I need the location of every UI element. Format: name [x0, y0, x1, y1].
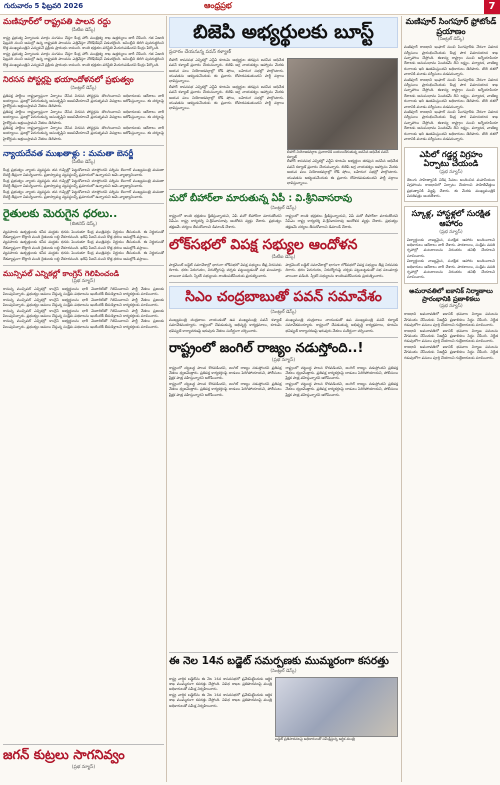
- article-body: రానున్న మున్సిపల్ ఎన్నికల్లో కాంగ్రెస్ అభ్యర్థులను భారీ మెజారిటీతో గెలిపించాలని పార్టీ నేతలు ప్రజలకు పిలుపునిచ్చారు. ప్రభుత్వం అమలు చేస్తున్న సంక్షేమ పథకాలను ఇంటింటికీ తీసుకెళ్లాలని కార్యకర్తలకు సూచించారు.: [3, 319, 164, 329]
- article-body: కేంద్ర ప్రభుత్వం న్యాయ వ్యవస్థను తన గుప్పిట్లో పెట్టుకోవాలని చూస్తోందని పశ్చిమ బెంగాల్ ముఖ్యమంత్రి మమతా బెనర్జీ తీవ్రంగా విమర్శించారు. ప్రజాస్వామ్య వ్యవస్థలన్నీ ప్రమాదంలో ఉన్నాయని ఆమె వ్యాఖ్యానించారు.: [3, 167, 164, 178]
- masthead: [0, 0, 500, 15]
- divider: [169, 189, 398, 190]
- article-body: వ్యవసాయ ఉత్పత్తులకు కనీస మద్దతు ధరను పెంచుతూ కేంద్ర మంత్రివర్గం నిర్ణయం తీసుకుంది. ఈ నిర్ణయంతో దేశవ్యాప్తంగా కోట్లాది మంది రైతులకు లబ్ధి చేకూరనుంది. ఖరీఫ్ సీజన్ నుంచి కొత్త ధరలు అమల్లోకి వస్తాయి.: [3, 251, 164, 261]
- credit: ప్రచారం చేయనున్న పవన్ కళ్యాణ్: [169, 49, 231, 55]
- article-body: పార్లమెంట్ బడ్జెట్ సమావేశాల్లో భాగంగా లోక్‌సభలో విపక్ష సభ్యులు తీవ్ర నిరసనకు దిగారు. ధరల పెరుగుదల, నిరుద్యోగంపై చర్చకు పట్టుబట్టడంతో సభ పలుమార్లు వాయిదా పడింది. స్పీకర్ సభ్యులను శాంతింపజేసేందుకు ప్రయత్నించారు.: [169, 262, 282, 278]
- article-body: తెలుగు సాహిత్యానికి విశేష సేవలు అందించిన మహనీయుల విగ్రహాలను రాజధానిలో ఏర్పాటు చేయాలని సాహితీవేత్తలు ప్రభుత్వానికి విజ్ఞప్తి చేశారు. ఈ మేరకు ముఖ్యమంత్రికి వినతిపత్రం అందజేశారు.: [407, 177, 495, 198]
- article-body: కేంద్ర ప్రభుత్వం న్యాయ వ్యవస్థను తన గుప్పిట్లో పెట్టుకోవాలని చూస్తోందని పశ్చిమ బెంగాల్ ముఖ్యమంత్రి మమతా బెనర్జీ తీవ్రంగా విమర్శించారు. ప్రజాస్వామ్య వ్యవస్థలన్నీ ప్రమాదంలో ఉన్నాయని ఆమె వ్యాఖ్యానించారు.: [3, 189, 164, 199]
- divider: [3, 265, 164, 266]
- article-body: ముఖ్యమంత్రి చంద్రబాబు నాయుడుతో ఉప ముఖ్యమంత్రి పవన్ కళ్యాణ్ సమావేశమయ్యారు. రాష్ట్రంలో చేపడుతున్న అభివృద్ధి కార్యక్రమాలు, కూటమి భవిష్యత్ కార్యాచరణపై ఇరువురు నేతలు సుదీర్ఘంగా చర్చించారు.: [285, 317, 398, 333]
- article-body: రాజధాని అమరావతిలో ఐకానిక్ భవనాల నిర్మాణ పనులను వేగవంతం చేసేందుకు సీఆర్డీఏ ప్రణాళికలు సిద్ధం చేసింది. నిర్ణీత గడువులోగా పనులు పూర్తి చేయాలని గుత్తేదారులకు సూచించారు.: [404, 344, 498, 360]
- lead-story: [169, 58, 398, 187]
- headline: ఈ నెల 14న బడ్జెట్ సమర్పణకు ముమ్మరంగా కసరత్తు: [169, 655, 389, 667]
- two-col-text: [169, 214, 398, 230]
- article-body: రాష్ట్ర ప్రభుత్వ ఏర్పాటుకు మార్గం సుగమం చేస్తూ కేంద్ర హోం మంత్రిత్వ శాఖ ఉత్తర్వులు జారీ చేసింది. గత ఏడాది ఫిబ్రవరి నుంచి అమల్లో ఉన్న రాష్ట్రపతి పాలనను ఎత్తివేస్తూ నోటిఫికేషన్ విడుదలైంది. అసెంబ్లీని తిరిగి పునరుద్ధరించి కొత్త ముఖ్యమంత్రిని ఎన్నుకునే ప్రక్రియ ప్రారంభం కానుంది. శాంతి భద్రతల పరిస్థితి మెరుగుపడిందని కేంద్రం పేర్కొంది.: [3, 51, 164, 67]
- headline: మరో బీహార్‌లా మారుతున్న ఏపీ : వి.శ్రీనివాసరావు: [169, 193, 353, 205]
- article-body: కేంద్ర ప్రభుత్వం న్యాయ వ్యవస్థను తన గుప్పిట్లో పెట్టుకోవాలని చూస్తోందని పశ్చిమ బెంగాల్ ముఖ్యమంత్రి మమతా బెనర్జీ తీవ్రంగా విమర్శించారు. ప్రజాస్వామ్య వ్యవస్థలన్నీ ప్రమాదంలో ఉన్నాయని ఆమె వ్యాఖ్యానించారు.: [3, 178, 164, 189]
- budget-photo-block: [275, 677, 398, 742]
- headline-banner: [169, 286, 398, 309]
- two-col-text: [169, 366, 398, 398]
- article-body: రాష్ట్రంలో చట్టబద్ధ పాలన కొరవడిందని, జంగిల్ రాజ్యం నడుస్తోందని ప్రతిపక్ష నేతలు ధ్వజమెత్తారు. ప్రతిపక్ష కార్యకర్తలపై దాడులు పెరిగిపోయాయని, పోలీసులు ప్రేక్షక పాత్ర వహిస్తున్నారని ఆరోపించారు.: [169, 365, 282, 381]
- article-body: వ్యవసాయ ఉత్పత్తులకు కనీస మద్దతు ధరను పెంచుతూ కేంద్ర మంత్రివర్గం నిర్ణయం తీసుకుంది. ఈ నిర్ణయంతో దేశవ్యాప్తంగా కోట్లాది మంది రైతులకు లబ్ధి చేకూరనుంది. ఖరీఫ్ సీజన్ నుంచి కొత్త ధరలు అమల్లోకి వస్తాయి.: [3, 229, 164, 239]
- two-col-text: [169, 263, 398, 279]
- article-body: బీహార్ శాసనసభ ఎన్నికల్లో ఎన్డీఏ కూటమి అభ్యర్థుల తరఫున జనసేన అధినేత పవన్ కళ్యాణ్ ప్రచారం చేయనున్నారు. బిజెపి అగ్ర నాయకత్వం ఆహ్వానం మేరకు ఆయన పలు నియోజకవర్గాల్లో రోడ్ షోలు, బహిరంగ సభల్లో పాల్గొంటారు. యువతను ఆకట్టుకునేందుకు ఈ ప్రచారం దోహదపడుతుందని పార్టీ వర్గాలు భావిస్తున్నాయి.: [169, 57, 284, 84]
- lead-banner: [169, 17, 398, 48]
- headline: సిఎం చంద్రబాబుతో పవన్ సమావేశం: [185, 289, 382, 306]
- article-body: బీహార్ శాసనసభ ఎన్నికల్లో ఎన్డీఏ కూటమి అభ్యర్థుల తరఫున జనసేన అధినేత పవన్ కళ్యాణ్ ప్రచారం చేయనున్నారు. బిజెపి అగ్ర నాయకత్వం ఆహ్వానం మేరకు ఆయన పలు నియోజకవర్గాల్లో రోడ్ షోలు, బహిరంగ సభల్లో పాల్గొంటారు. యువతను ఆకట్టుకునేందుకు ఈ ప్రచారం దోహదపడుతుందని పార్టీ వర్గాలు భావిస్తున్నాయి.: [287, 159, 398, 186]
- divider: [169, 282, 398, 283]
- article-body: బీహార్ శాసనసభ ఎన్నికల్లో ఎన్డీఏ కూటమి అభ్యర్థుల తరఫున జనసేన అధినేత పవన్ కళ్యాణ్ ప్రచారం చేయనున్నారు. బిజెపి అగ్ర నాయకత్వం ఆహ్వానం మేరకు ఆయన పలు నియోజకవర్గాల్లో రోడ్ షోలు, బహిరంగ సభల్లో పాల్గొంటారు. యువతను ఆకట్టుకునేందుకు ఈ ప్రచారం దోహదపడుతుందని పార్టీ వర్గాలు భావిస్తున్నాయి.: [169, 84, 284, 111]
- article-body: రాష్ట్రంలో శాంతి భద్రతలు క్షీణిస్తున్నాయని, ఏపీ మరో బీహార్‌లా మారుతోందని సీపీఎం రాష్ట్ర కార్యదర్శి వి.శ్రీనివాసరావు ఆందోళన వ్యక్తం చేశారు. ప్రభుత్వం తక్షణమే చర్యలు తీసుకోవాలని డిమాండ్ చేశారు.: [285, 213, 398, 229]
- budget-story: [169, 652, 398, 785]
- credit: (పీటీఐ డెస్క్): [71, 27, 96, 33]
- article-body: పార్లమెంట్ బడ్జెట్ సమావేశాల్లో భాగంగా లోక్‌సభలో విపక్ష సభ్యులు తీవ్ర నిరసనకు దిగారు. ధరల పెరుగుదల, నిరుద్యోగంపై చర్చకు పట్టుబట్టడంతో సభ పలుమార్లు వాయిదా పడింది. స్పీకర్ సభ్యులను శాంతింపజేసేందుకు ప్రయత్నించారు.: [285, 262, 398, 278]
- lead-text: [169, 58, 284, 187]
- headline: స్కూళ్ల, హాస్టళ్లలో సురక్షిత ఆహారం: [411, 209, 491, 228]
- credit: (ప్రభ న్యూస్): [439, 169, 463, 175]
- two-col-text: [169, 318, 398, 334]
- article-body: మణిపూర్ రాజధాని ఇంఫాల్ నుంచి సింగపూర్‌కు నేరుగా విమాన సర్వీసులు ప్రారంభించేందుకు కేంద్ర పౌర విమానయాన శాఖ సన్నాహాలు చేస్తోంది. ఈశాన్య రాష్ట్రాల నుంచి ఆగ్నేయాసియా దేశాలకు అనుసంధానం పెంచడమే దీని లక్ష్యం. పర్యాటక, వాణిజ్య రంగాలకు ఇది ఊతమిస్తుందని అధికారులు తెలిపారు. తొలి దశలో వారానికి మూడు సర్వీసులు నడపనున్నారు.: [404, 77, 498, 109]
- credit: (బిజినెస్ డెస్క్): [69, 221, 98, 227]
- headline: మణిపూర్ సింగపూర్ ఫ్రోటోండ్ ప్రయాణం: [405, 17, 497, 36]
- left-column: [3, 17, 164, 782]
- article-body: రానున్న మున్సిపల్ ఎన్నికల్లో కాంగ్రెస్ అభ్యర్థులను భారీ మెజారిటీతో గెలిపించాలని పార్టీ నేతలు ప్రజలకు పిలుపునిచ్చారు. ప్రభుత్వం అమలు చేస్తున్న సంక్షేమ పథకాలను ఇంటింటికీ తీసుకెళ్లాలని కార్యకర్తలకు సూచించారు.: [3, 297, 164, 308]
- credit: (సెంట్రల్ డెస్క్): [437, 37, 465, 43]
- page-number: 7: [484, 0, 500, 14]
- credit: (ప్రభ న్యూస్): [271, 357, 296, 363]
- divider: [169, 233, 398, 234]
- paper-name: ఆంధ్రప్రభ: [204, 1, 232, 10]
- boxed-story: [404, 147, 498, 203]
- article-body: రాష్ట్రంలో శాంతి భద్రతలు క్షీణిస్తున్నాయని, ఏపీ మరో బీహార్‌లా మారుతోందని సీపీఎం రాష్ట్ర కార్యదర్శి వి.శ్రీనివాసరావు ఆందోళన వ్యక్తం చేశారు. ప్రభుత్వం తక్షణమే చర్యలు తీసుకోవాలని డిమాండ్ చేశారు.: [169, 213, 282, 229]
- amaravati-story: [404, 288, 498, 361]
- article-body: విద్యార్థులకు నాణ్యమైన, సురక్షిత ఆహారం అందించాలని అధికారులు ఆదేశాలు జారీ చేశారు. పాఠశాలలు, సంక్షేమ వసతి గృహాల్లో వంటశాలలను నిరంతరం తనిఖీ చేయాలని సూచించారు.: [407, 259, 495, 280]
- lead-photo-block: [287, 58, 398, 187]
- headline: లోక్‌సభలో విపక్ష సభ్యుల ఆందోళన: [169, 237, 358, 254]
- credit: (ప్రభ న్యూస్): [71, 764, 96, 770]
- headline: ఎపిలో గడ్డర్ల విగ్రహం ఏర్పాటు చేయండి: [419, 149, 483, 169]
- credit: (సెంట్రల్ డెస్క్): [270, 668, 297, 674]
- article-body: వ్యవసాయ ఉత్పత్తులకు కనీస మద్దతు ధరను పెంచుతూ కేంద్ర మంత్రివర్గం నిర్ణయం తీసుకుంది. ఈ నిర్ణయంతో దేశవ్యాప్తంగా కోట్లాది మంది రైతులకు లబ్ధి చేకూరనుంది. ఖరీఫ్ సీజన్ నుంచి కొత్త ధరలు అమల్లోకి వస్తాయి.: [3, 240, 164, 250]
- divider: [3, 71, 164, 72]
- article-body: మణిపూర్ రాజధాని ఇంఫాల్ నుంచి సింగపూర్‌కు నేరుగా విమాన సర్వీసులు ప్రారంభించేందుకు కేంద్ర పౌర విమానయాన శాఖ సన్నాహాలు చేస్తోంది. ఈశాన్య రాష్ట్రాల నుంచి ఆగ్నేయాసియా దేశాలకు అనుసంధానం పెంచడమే దీని లక్ష్యం. పర్యాటక, వాణిజ్య రంగాలకు ఇది ఊతమిస్తుందని అధికారులు తెలిపారు. తొలి దశలో వారానికి మూడు సర్వీసులు నడపనున్నారు.: [404, 110, 498, 142]
- right-column: [404, 17, 498, 782]
- credit: (ప్రభ న్యూస్): [439, 229, 463, 235]
- credit: (సెంట్రల్ డెస్క్): [70, 85, 97, 91]
- article-body: ప్రతిపక్ష పార్టీలు రాష్ట్రవ్యాప్తంగా ఏర్పాటు చేసిన నిరసన పోస్టర్లను తొలగించాలని అధికారులకు ఆదేశాలు జారీ అయ్యాయి. ప్రజల్లో పెరుగుతున్న అసంతృప్తిని అణచివేయాలనే ప్రయత్నమని విపక్షాలు ఆరోపిస్తున్నాయి. ఈ చర్యలపై హైకోర్టును ఆశ్రయిస్తామని నేతలు తెలిపారు.: [3, 93, 164, 109]
- photo-caption: బిహార్ నియోజకవర్గాల ప్రచారానికి బయలుదేరుతున్న జనసేన అధినేత పవన్ కళ్యాణ్: [287, 149, 389, 159]
- budget-row: [169, 677, 398, 742]
- photo-caption: బడ్జెట్ ప్రతిపాదనలపై అధికారులతో సమీక్షిస్తున్న ఆర్థిక మంత్రి: [275, 736, 355, 741]
- boxed-story: [404, 206, 498, 283]
- credit: (పీటీఐ డెస్క్): [271, 254, 296, 260]
- article-body: రాష్ట్రంలో చట్టబద్ధ పాలన కొరవడిందని, జంగిల్ రాజ్యం నడుస్తోందని ప్రతిపక్ష నేతలు ధ్వజమెత్తారు. ప్రతిపక్ష కార్యకర్తలపై దాడులు పెరిగిపోయాయని, పోలీసులు ప్రేక్షక పాత్ర వహిస్తున్నారని ఆరోపించారు.: [169, 381, 282, 397]
- headline: నిరసన పోస్టర్లపై భయాందోళనలో ప్రభుత్వం: [3, 75, 134, 85]
- credit: (సెంట్రల్ డెస్క్): [270, 309, 297, 315]
- lead-headline: బిజెపి అభ్యర్థులకు బూస్ట్: [193, 21, 374, 43]
- article-body: రాజధాని అమరావతిలో ఐకానిక్ భవనాల నిర్మాణ పనులను వేగవంతం చేసేందుకు సీఆర్డీఏ ప్రణాళికలు సిద్ధం చేసింది. నిర్ణీత గడువులోగా పనులు పూర్తి చేయాలని గుత్తేదారులకు సూచించారు.: [404, 328, 498, 344]
- photo-pawan-kalyan: [287, 58, 398, 150]
- article-body: విద్యార్థులకు నాణ్యమైన, సురక్షిత ఆహారం అందించాలని అధికారులు ఆదేశాలు జారీ చేశారు. పాఠశాలలు, సంక్షేమ వసతి గృహాల్లో వంటశాలలను నిరంతరం తనిఖీ చేయాలని సూచించారు.: [407, 237, 495, 258]
- headline: అమరావతిలో ఐకానిక్ నిర్మాణాలు ప్రారంభానికి ప్రణాళికలు: [409, 286, 493, 303]
- credit: (ప్రభ న్యూస్): [71, 278, 96, 284]
- article-body: మణిపూర్ రాజధాని ఇంఫాల్ నుంచి సింగపూర్‌కు నేరుగా విమాన సర్వీసులు ప్రారంభించేందుకు కేంద్ర పౌర విమానయాన శాఖ సన్నాహాలు చేస్తోంది. ఈశాన్య రాష్ట్రాల నుంచి ఆగ్నేయాసియా దేశాలకు అనుసంధానం పెంచడమే దీని లక్ష్యం. పర్యాటక, వాణిజ్య రంగాలకు ఇది ఊతమిస్తుందని అధికారులు తెలిపారు. తొలి దశలో వారానికి మూడు సర్వీసులు నడపనున్నారు.: [404, 45, 498, 77]
- divider: [3, 203, 164, 204]
- article-body: రాజధాని అమరావతిలో ఐకానిక్ భవనాల నిర్మాణ పనులను వేగవంతం చేసేందుకు సీఆర్డీఏ ప్రణాళికలు సిద్ధం చేసింది. నిర్ణీత గడువులోగా పనులు పూర్తి చేయాలని గుత్తేదారులకు సూచించారు.: [404, 312, 498, 328]
- article-body: రానున్న మున్సిపల్ ఎన్నికల్లో కాంగ్రెస్ అభ్యర్థులను భారీ మెజారిటీతో గెలిపించాలని పార్టీ నేతలు ప్రజలకు పిలుపునిచ్చారు. ప్రభుత్వం అమలు చేస్తున్న సంక్షేమ పథకాలను ఇంటింటికీ తీసుకెళ్లాలని కార్యకర్తలకు సూచించారు.: [3, 286, 164, 297]
- credit: (పీటీఐ డెస్క్): [71, 159, 96, 165]
- budget-text: [169, 677, 272, 742]
- article-body: రాష్ట్ర ప్రభుత్వ ఏర్పాటుకు మార్గం సుగమం చేస్తూ కేంద్ర హోం మంత్రిత్వ శాఖ ఉత్తర్వులు జారీ చేసింది. గత ఏడాది ఫిబ్రవరి నుంచి అమల్లో ఉన్న రాష్ట్రపతి పాలనను ఎత్తివేస్తూ నోటిఫికేషన్ విడుదలైంది. అసెంబ్లీని తిరిగి పునరుద్ధరించి కొత్త ముఖ్యమంత్రిని ఎన్నుకునే ప్రక్రియ ప్రారంభం కానుంది. శాంతి భద్రతల పరిస్థితి మెరుగుపడిందని కేంద్రం పేర్కొంది.: [3, 35, 164, 51]
- headline: రాష్ట్రంలో జంగిల్ రాజ్యం నడుస్తోంది..!: [169, 341, 364, 357]
- article-body: రాష్ట్ర వార్షిక బడ్జెట్‌ను ఈ నెల 14న శాసనసభలో ప్రవేశపెట్టేందుకు ఆర్థిక శాఖ ముమ్మరంగా కసరత్తు చేస్తోంది. వివిధ శాఖల ప్రతిపాదనలపై మంత్రి అధికారులతో సమీక్ష నిర్వహించారు.: [169, 676, 272, 692]
- article-body: రాష్ట్ర వార్షిక బడ్జెట్‌ను ఈ నెల 14న శాసనసభలో ప్రవేశపెట్టేందుకు ఆర్థిక శాఖ ముమ్మరంగా కసరత్తు చేస్తోంది. వివిధ శాఖల ప్రతిపాదనలపై మంత్రి అధికారులతో సమీక్ష నిర్వహించారు.: [169, 692, 272, 708]
- article-body: ముఖ్యమంత్రి చంద్రబాబు నాయుడుతో ఉప ముఖ్యమంత్రి పవన్ కళ్యాణ్ సమావేశమయ్యారు. రాష్ట్రంలో చేపడుతున్న అభివృద్ధి కార్యక్రమాలు, కూటమి భవిష్యత్ కార్యాచరణపై ఇరువురు నేతలు సుదీర్ఘంగా చర్చించారు.: [169, 317, 282, 333]
- article-body: ప్రతిపక్ష పార్టీలు రాష్ట్రవ్యాప్తంగా ఏర్పాటు చేసిన నిరసన పోస్టర్లను తొలగించాలని అధికారులకు ఆదేశాలు జారీ అయ్యాయి. ప్రజల్లో పెరుగుతున్న అసంతృప్తిని అణచివేయాలనే ప్రయత్నమని విపక్షాలు ఆరోపిస్తున్నాయి. ఈ చర్యలపై హైకోర్టును ఆశ్రయిస్తామని నేతలు తెలిపారు.: [3, 109, 164, 125]
- bottom-story: [3, 744, 164, 773]
- headline: రైతులకు మెరుగైన ధరలు..: [3, 207, 118, 221]
- photo-budget-meeting: [275, 677, 398, 737]
- headline: జగన్ కుట్రలు సాగనివ్వం: [3, 748, 125, 763]
- column-divider: [401, 16, 402, 782]
- issue-date: గురువారం 5 ఫిబ్రవరి 2026: [4, 2, 84, 10]
- article-body: రానున్న మున్సిపల్ ఎన్నికల్లో కాంగ్రెస్ అభ్యర్థులను భారీ మెజారిటీతో గెలిపించాలని పార్టీ నేతలు ప్రజలకు పిలుపునిచ్చారు. ప్రభుత్వం అమలు చేస్తున్న సంక్షేమ పథకాలను ఇంటింటికీ తీసుకెళ్లాలని కార్యకర్తలకు సూచించారు.: [3, 308, 164, 318]
- divider: [3, 145, 164, 146]
- divider: [169, 337, 398, 338]
- credit: (ప్రభ న్యూస్): [439, 304, 463, 310]
- credit: (సెంట్రల్ డెస్క్): [270, 205, 297, 211]
- column-divider: [166, 16, 167, 782]
- article-body: రాష్ట్రంలో చట్టబద్ధ పాలన కొరవడిందని, జంగిల్ రాజ్యం నడుస్తోందని ప్రతిపక్ష నేతలు ధ్వజమెత్తారు. ప్రతిపక్ష కార్యకర్తలపై దాడులు పెరిగిపోయాయని, పోలీసులు ప్రేక్షక పాత్ర వహిస్తున్నారని ఆరోపించారు.: [285, 365, 398, 381]
- headline: మున్సిపల్ ఎన్నికల్లో కాంగ్రెస్‌ గెలిపించండి: [3, 268, 119, 278]
- article-body: రాష్ట్రంలో చట్టబద్ధ పాలన కొరవడిందని, జంగిల్ రాజ్యం నడుస్తోందని ప్రతిపక్ష నేతలు ధ్వజమెత్తారు. ప్రతిపక్ష కార్యకర్తలపై దాడులు పెరిగిపోయాయని, పోలీసులు ప్రేక్షక పాత్ర వహిస్తున్నారని ఆరోపించారు.: [285, 381, 398, 397]
- headline: న్యాయదేవత ముఖతాళ్లు : మమతా బెనర్జీ: [3, 149, 134, 159]
- article-body: ప్రతిపక్ష పార్టీలు రాష్ట్రవ్యాప్తంగా ఏర్పాటు చేసిన నిరసన పోస్టర్లను తొలగించాలని అధికారులకు ఆదేశాలు జారీ అయ్యాయి. ప్రజల్లో పెరుగుతున్న అసంతృప్తిని అణచివేయాలనే ప్రయత్నమని విపక్షాలు ఆరోపిస్తున్నాయి. ఈ చర్యలపై హైకోర్టును ఆశ్రయిస్తామని నేతలు తెలిపారు.: [3, 126, 164, 141]
- headline: మణిపూర్‌లో రాష్ట్రపతి పాలన రద్దు: [3, 17, 111, 26]
